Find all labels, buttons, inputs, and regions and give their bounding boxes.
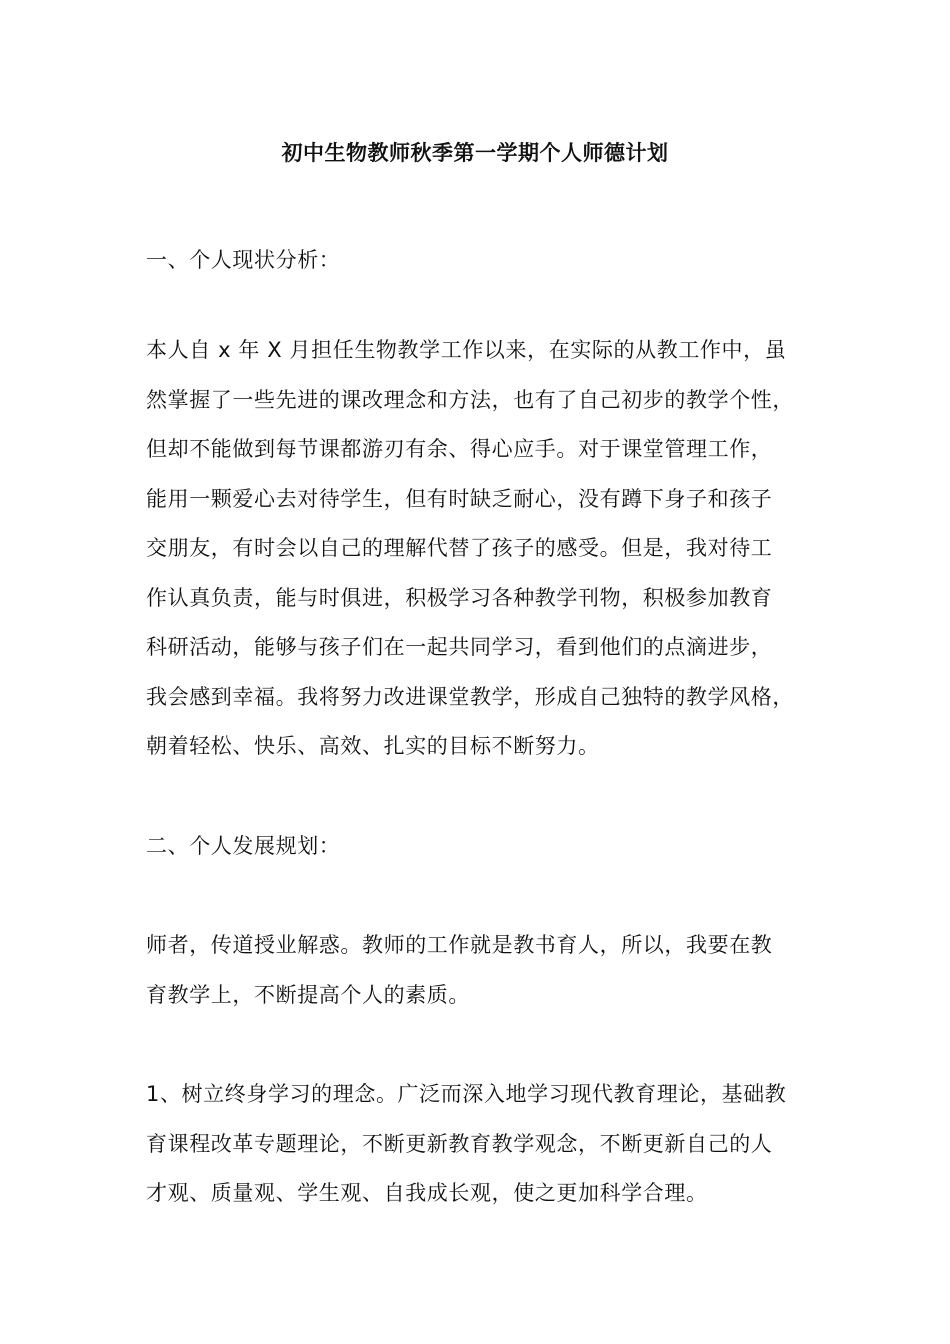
paragraph-item-1 — [146, 1070, 836, 1219]
section-heading-text: 二、个人发展规划： — [146, 834, 341, 858]
text-line: 师者，传道授业解惑。教师的工作就是教书育人，所以，我要在教 — [146, 933, 773, 957]
text-line: 育教学上，不断提高个人的素质。 — [146, 982, 470, 1007]
text-line: 1、树立终身学习的理念。广泛而深入地学习现代教育理论，基础教 — [146, 1082, 787, 1106]
paragraph-current-analysis — [146, 326, 836, 772]
text-line: 科研活动，能够与孩子们在一起共同学习，看到他们的点滴进步， — [146, 635, 773, 659]
section-heading-text: 一、个人现状分析： — [146, 248, 341, 272]
text-line: 本人自 x 年 X 月担任生物教学工作以来，在实际的从教工作中，虽 — [146, 338, 787, 362]
text-line: 育课程改革专题理论，不断更新教育教学观念，不断更新自己的人 — [146, 1131, 773, 1156]
text-line: 作认真负责，能与时俱进，积极学习各种教学刊物，积极参加教育 — [146, 585, 773, 610]
text-line: 我会感到幸福。我将努力改进课堂教学，形成自己独特的教学风格， — [146, 684, 794, 709]
document-title: 初中生物教师秋季第一学期个人师德计划 — [281, 141, 669, 165]
section-heading-analysis — [146, 236, 836, 286]
text-line: 然掌握了一些先进的课改理念和方法，也有了自己初步的教学个性， — [146, 387, 794, 412]
paragraph-intro — [146, 921, 836, 1020]
text-line: 交朋友，有时会以自己的理解代替了孩子的感受。但是，我对待工 — [146, 536, 773, 560]
section-heading-development-plan — [146, 822, 836, 872]
text-line: 朝着轻松、快乐、高效、扎实的目标不断努力。 — [146, 734, 600, 758]
text-line: 但却不能做到每节课都游刃有余、得心应手。对于课堂管理工作， — [146, 437, 773, 461]
text-line: 能用一颗爱心去对待学生，但有时缺乏耐心，没有蹲下身子和孩子 — [146, 486, 773, 511]
text-line: 才观、质量观、学生观、自我成长观，使之更加科学合理。 — [146, 1181, 708, 1205]
